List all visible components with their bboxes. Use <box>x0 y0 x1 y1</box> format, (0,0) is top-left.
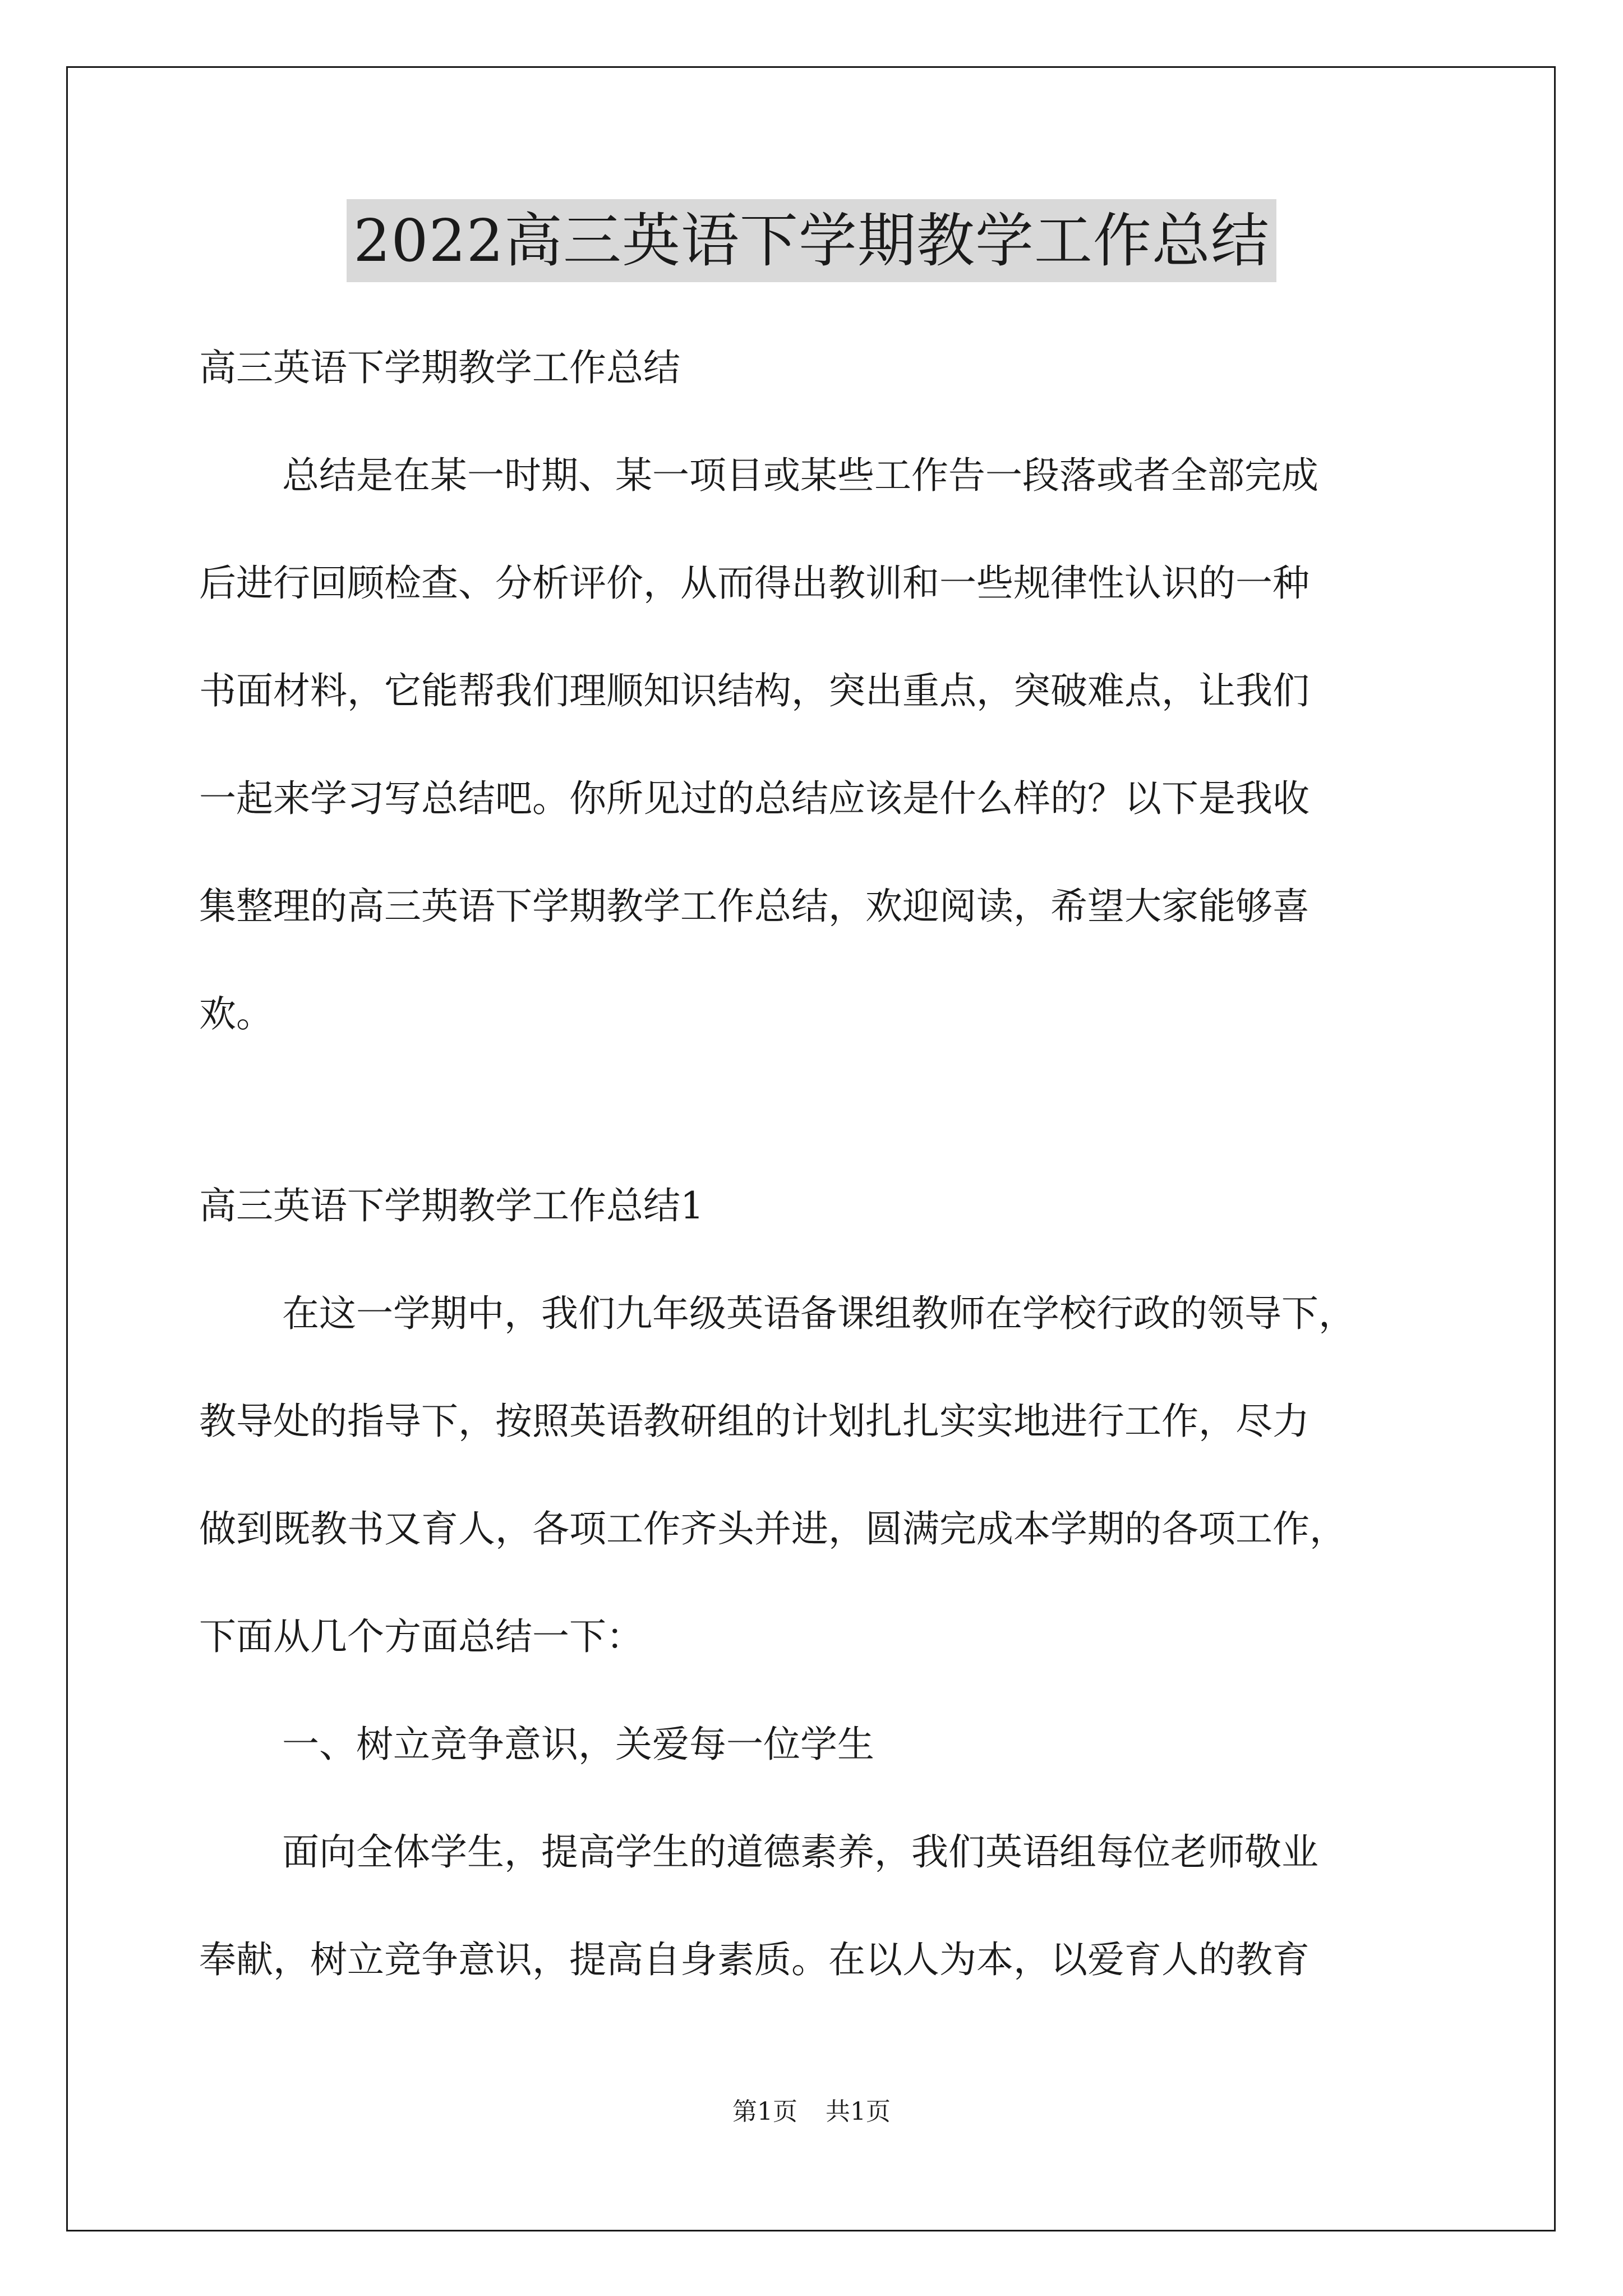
paragraph-line: 欢。 <box>199 992 273 1036</box>
paragraph-line: 奉献，树立竞争意识，提高自身素质。在以人为本，以爱育人的教育 <box>199 1938 1310 1981</box>
paragraph-line: 集整理的高三英语下学期教学工作总结，欢迎阅读，希望大家能够喜 <box>199 885 1310 928</box>
section-gap <box>199 1068 1461 1152</box>
paragraph-line: 总结是在某一时期、某一项目或某些工作告一段落或者全部完成 <box>282 454 1318 497</box>
paragraph-line: 书面材料，它能帮我们理顺知识结构，突出重点，突破难点，让我们 <box>199 669 1310 712</box>
subtitle-line: 高三英语下学期教学工作总结 <box>199 346 680 389</box>
title-container <box>0 199 1623 282</box>
paragraph-line: 教导处的指导下，按照英语教研组的计划扎扎实实地进行工作，尽力 <box>199 1400 1310 1443</box>
paragraph-line: 做到既教书又育人，各项工作齐头并进，圆满完成本学期的各项工作， <box>199 1507 1347 1550</box>
page-number: 第1页 <box>732 2097 797 2126</box>
document-body <box>199 314 1461 2014</box>
paragraph-line: 在这一学期中，我们九年级英语备课组教师在学校行政的领导下， <box>282 1292 1355 1335</box>
document-title: 2022高三英语下学期教学工作总结 <box>347 199 1276 282</box>
paragraph-line: 下面从几个方面总结一下： <box>199 1615 643 1658</box>
page-total: 共1页 <box>826 2097 891 2126</box>
paragraph-line: 一起来学习写总结吧。你所见过的总结应该是什么样的？以下是我收 <box>199 777 1310 820</box>
subsection-heading: 一、树立竞争意识，关爱每一位学生 <box>282 1723 874 1766</box>
paragraph-line: 面向全体学生，提高学生的道德素养，我们英语组每位老师敬业 <box>282 1830 1318 1874</box>
paragraph-line: 后进行回顾检查、分析评价，从而得出教训和一些规律性认识的一种 <box>199 562 1310 605</box>
page-footer <box>0 2095 1623 2129</box>
section-heading: 高三英语下学期教学工作总结1 <box>199 1184 704 1227</box>
